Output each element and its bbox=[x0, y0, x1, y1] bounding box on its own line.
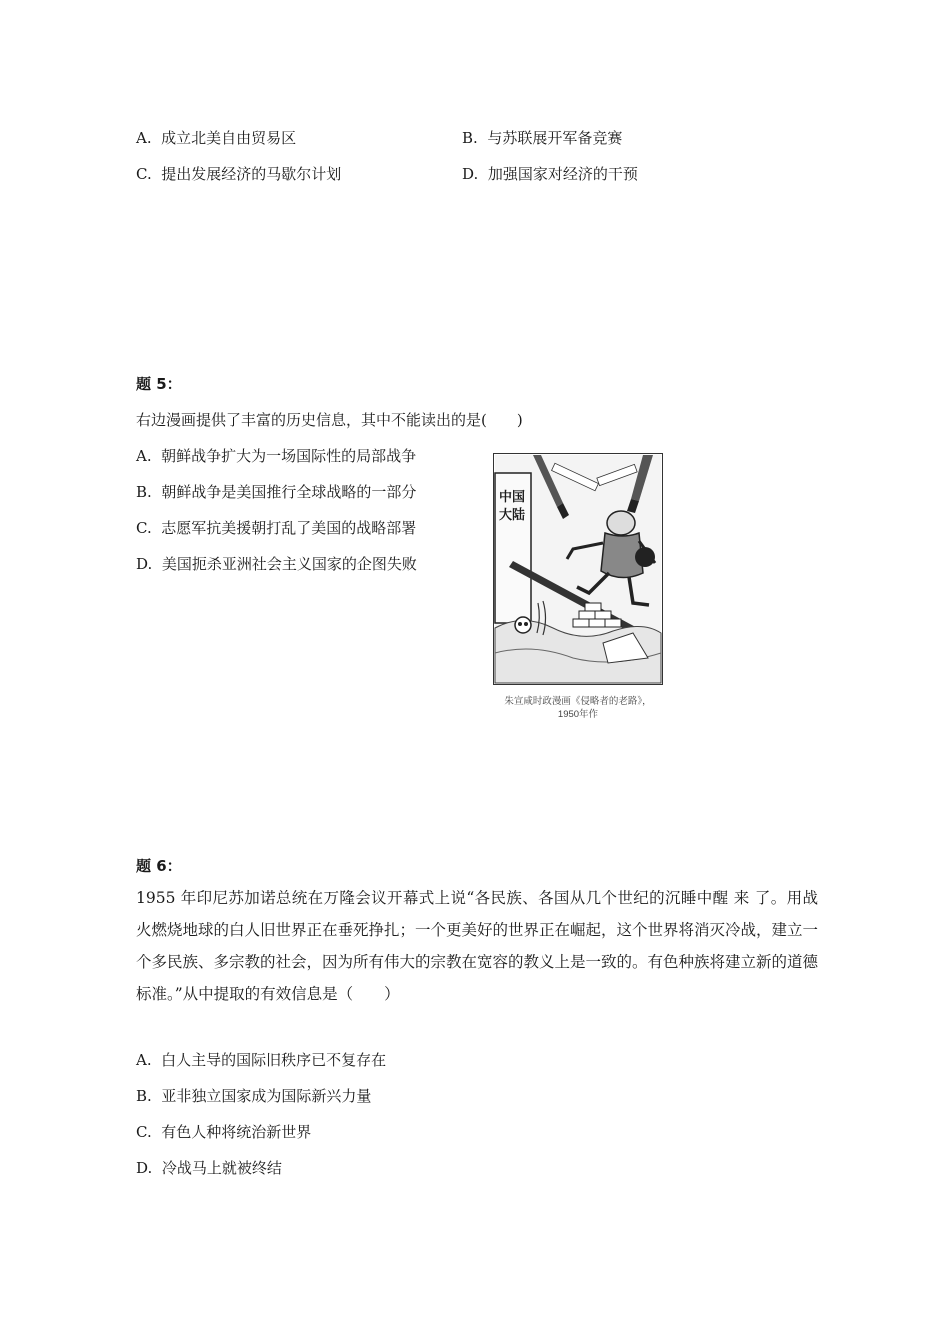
q5-option-b bbox=[136, 481, 416, 502]
option-text: 成立北美自由贸易区 bbox=[161, 129, 297, 147]
cartoon-caption-line1: 朱宣咸时政漫画《侵略者的老路》， bbox=[504, 696, 652, 707]
option-text: 与苏联展开军备竞赛 bbox=[487, 129, 623, 147]
option-label: B. bbox=[136, 1087, 152, 1105]
option-label: C. bbox=[136, 519, 152, 537]
cartoon-illustration bbox=[493, 453, 663, 685]
option-text: 亚非独立国家成为国际新兴力量 bbox=[161, 1087, 372, 1105]
option-text: 白人主导的国际旧秩序已不复存在 bbox=[161, 1051, 387, 1069]
option-label: D. bbox=[136, 555, 153, 573]
q6-heading: 题 6： bbox=[136, 857, 182, 875]
option-text: 提出发展经济的马歇尔计划 bbox=[161, 165, 342, 183]
q6-option-b bbox=[136, 1085, 371, 1106]
q5-option-d bbox=[136, 553, 417, 574]
option-text: 冷战马上就被终结 bbox=[161, 1159, 282, 1177]
option-label: D. bbox=[136, 1159, 153, 1177]
q5-option-a bbox=[136, 445, 416, 466]
q4-option-a bbox=[136, 127, 296, 148]
option-label: C. bbox=[136, 1123, 152, 1141]
option-label: C. bbox=[136, 165, 152, 183]
option-text: 志愿军抗美援朝打乱了美国的战略部署 bbox=[161, 519, 417, 537]
option-text: 加强国家对经济的干预 bbox=[487, 165, 638, 183]
q4-option-c bbox=[136, 163, 341, 184]
option-label: B. bbox=[462, 129, 478, 147]
q6-option-d bbox=[136, 1157, 282, 1178]
q5-stem: 右边漫画提供了丰富的历史信息，其中不能读出的是( ) bbox=[136, 411, 523, 429]
option-label: D. bbox=[462, 165, 479, 183]
q5-option-c bbox=[136, 517, 416, 538]
q6-stem: 1955 年印尼苏加诺总统在万隆会议开幕式上说“各民族、各国从几个世纪的沉睡中醒 来 了。用战火燃烧地球的白人旧世界正在垂死挣扎；一个更美好的世界正在崛起，这个世界将消灭冷战，建立一个多民族、多宗教的社会，因为所有伟大的宗教在宽容的教义上是一致的。有色种族将建立新的道德标准。”从中提取的有效信息是（ ） bbox=[136, 889, 819, 1003]
q6-option-c bbox=[136, 1121, 311, 1142]
skull bbox=[515, 617, 531, 633]
invader-head bbox=[607, 511, 635, 535]
q4-option-d bbox=[462, 163, 638, 184]
option-label: A. bbox=[136, 129, 152, 147]
option-text: 美国扼杀亚洲社会主义国家的企图失败 bbox=[161, 555, 417, 573]
mainland-label: 中国大陆 bbox=[499, 490, 526, 523]
q6-option-a bbox=[136, 1049, 386, 1070]
option-label: A. bbox=[136, 1051, 152, 1069]
q5-heading: 题 5： bbox=[136, 375, 182, 393]
q4-option-b bbox=[462, 127, 622, 148]
cartoon-drawing bbox=[493, 453, 663, 685]
option-text: 有色人种将统治新世界 bbox=[161, 1123, 312, 1141]
option-label: B. bbox=[136, 483, 152, 501]
cartoon-caption-line2: 1950年作 bbox=[557, 709, 599, 720]
option-text: 朝鲜战争扩大为一场国际性的局部战争 bbox=[161, 447, 417, 465]
option-label: A. bbox=[136, 447, 152, 465]
option-text: 朝鲜战争是美国推行全球战略的一部分 bbox=[161, 483, 417, 501]
